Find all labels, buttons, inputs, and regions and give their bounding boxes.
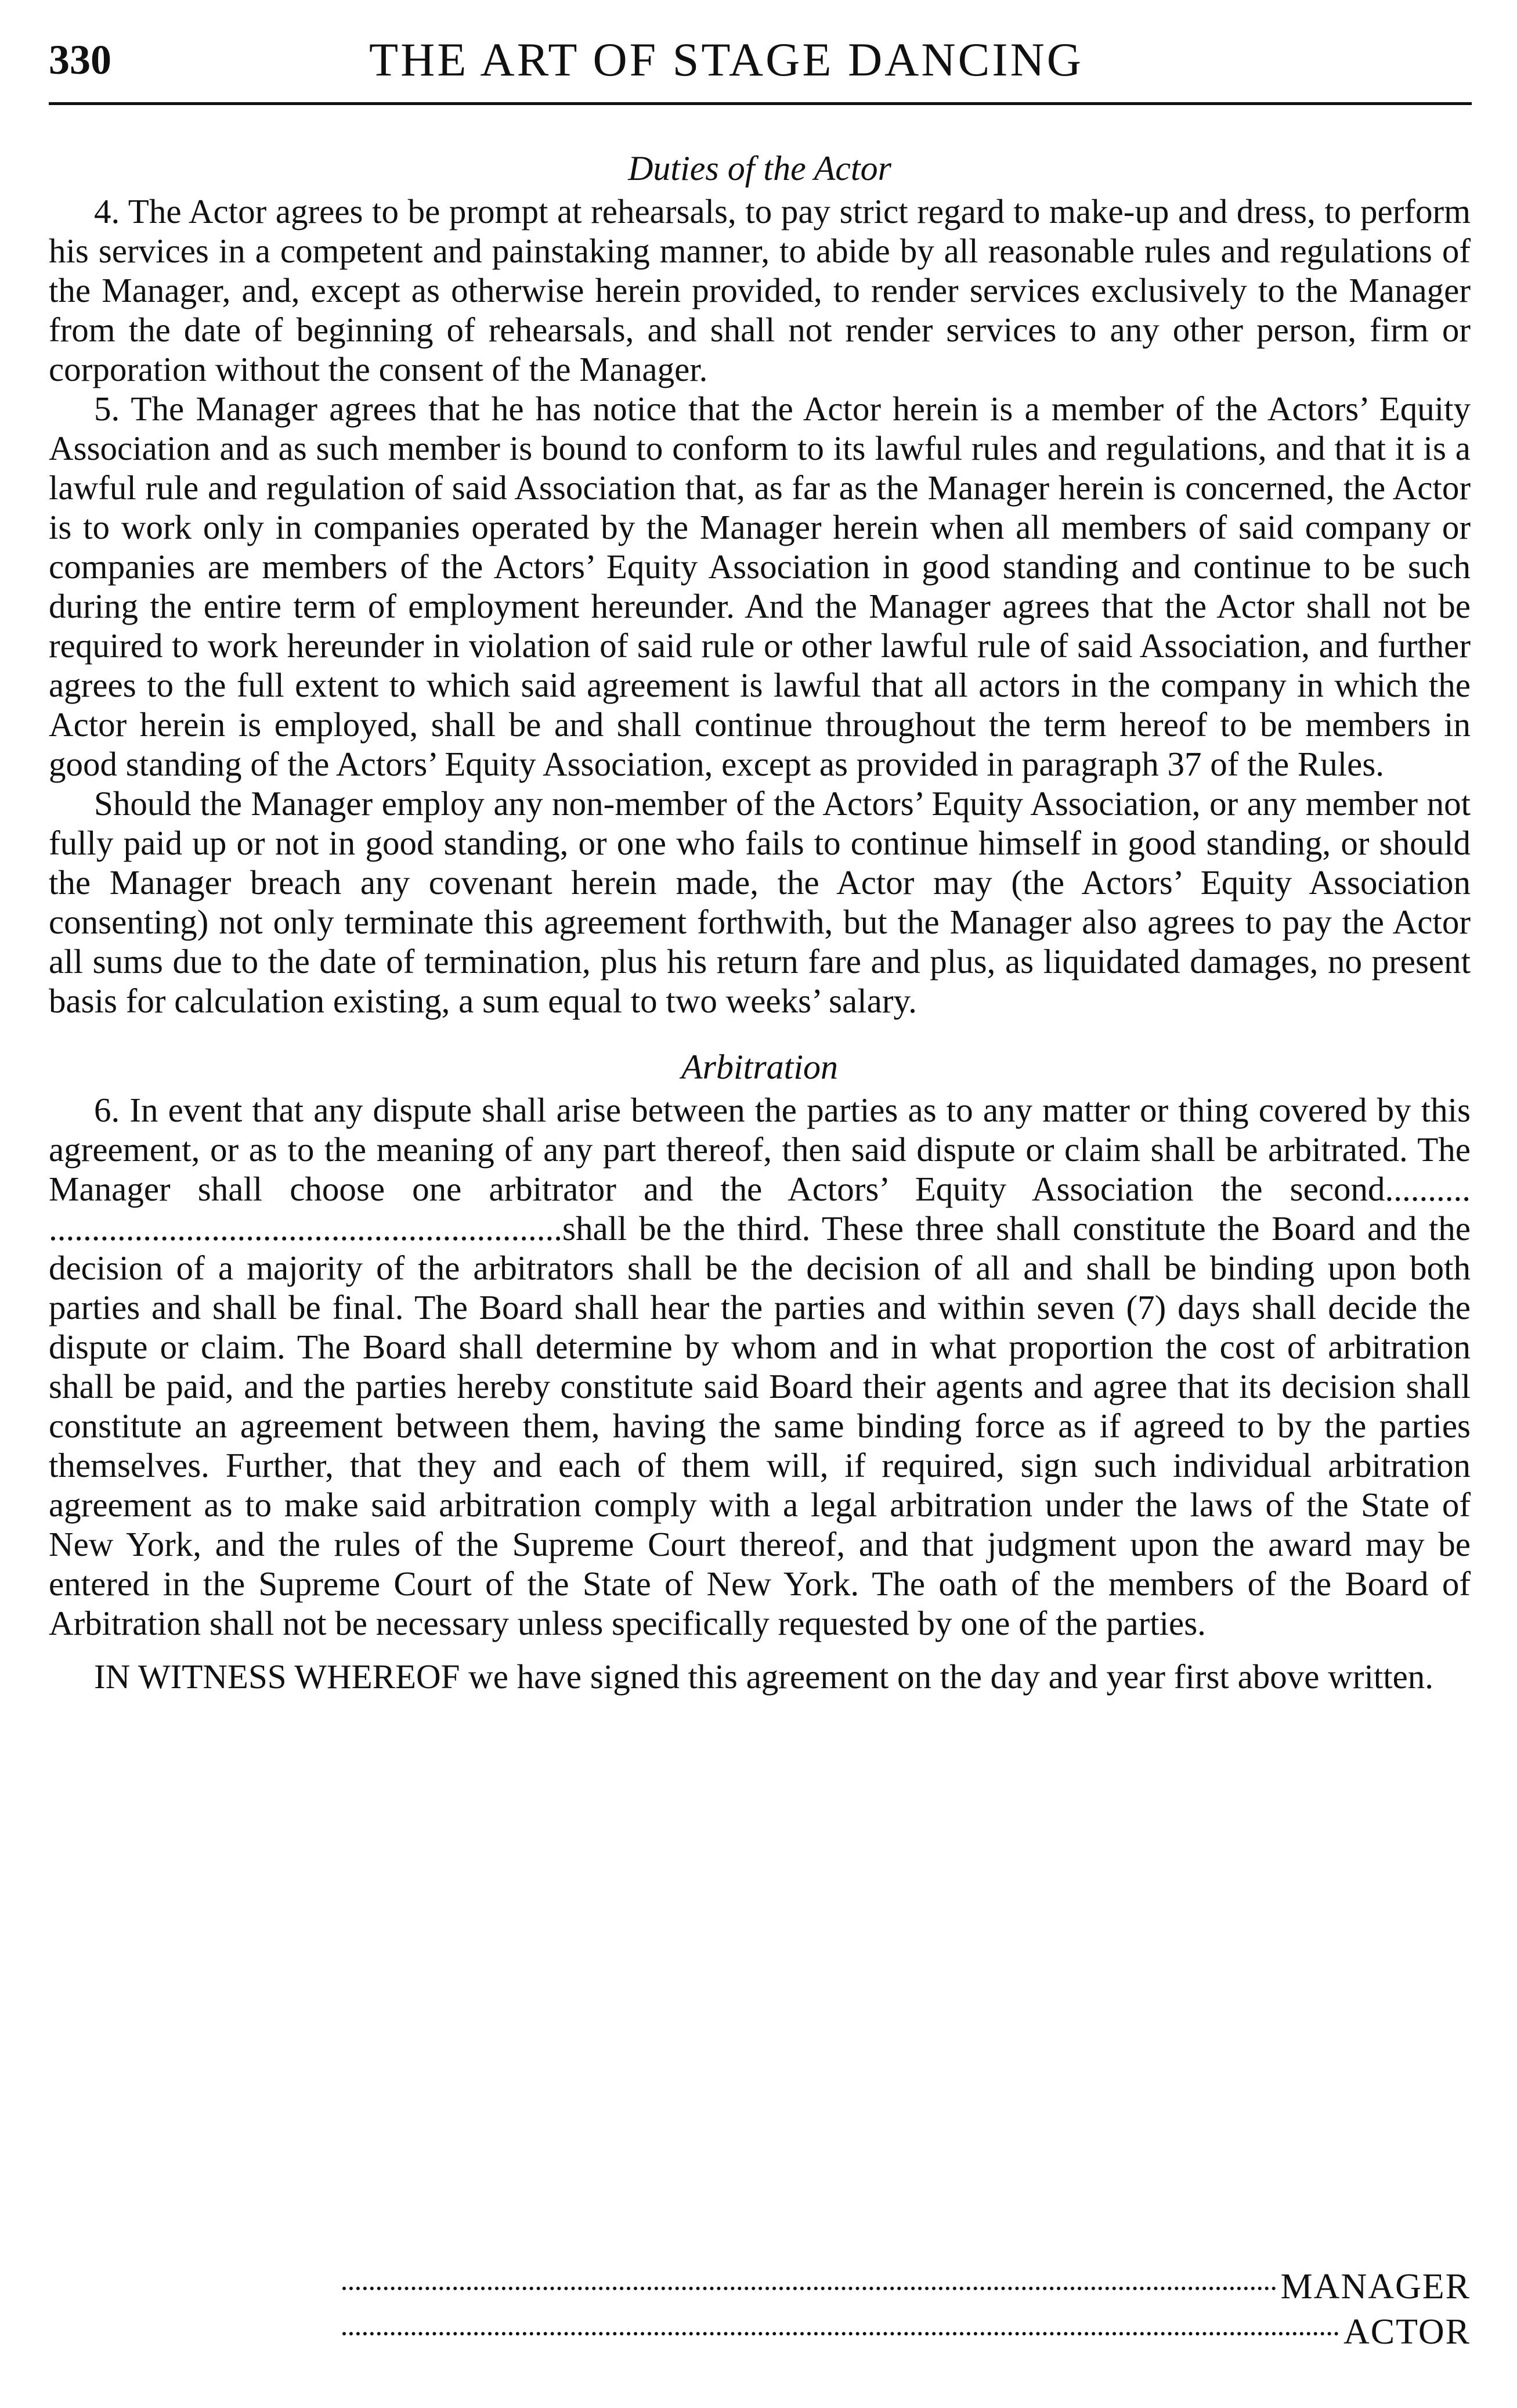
body-text [49, 145, 1471, 1696]
actor-dotted-line [342, 2332, 1339, 2335]
paragraph-4: 4. The Actor agrees to be prompt at rehearsals, to pay strict regard to make-up and dress, to perform his services in a competent and painstaking manner, to abide by all reasonable rules and regulations of the Manager, and, except as otherwise herein provided, to render services exclusively to the Manager from the date of beginning of rehearsals, and shall not render services to any other person, firm or corporation without the consent of the Manager. [49, 192, 1471, 388]
actor-label: ACTOR [1343, 2312, 1471, 2352]
manager-dotted-line [342, 2287, 1276, 2290]
paragraph-5-continued: Should the Manager employ any non-member of the Actors’ Equity Association, or any member not fully paid up or not in good standing, or one who fails to continue himself in good standing, or should the Manager breach any covenant herein made, the Actor may (the Actors’ Equity Association consenting) not only terminate this agreement forthwith, but the Manager also agrees to pay the Actor all sums due to the date of termination, plus his return fare and plus, as liquidated damages, no present basis for calculation existing, a sum equal to two weeks’ salary. [49, 784, 1471, 1020]
witness-paragraph: IN WITNESS WHEREOF we have signed this agreement on the day and year first above written. [94, 1657, 1434, 1696]
paragraph-6: 6. In event that any dispute shall arise between the parties as to any matter or thing covered by this agreement, or as to the meaning of any part thereof, then said dispute or claim shall be arbitrated. The Manager shall choose one arbitrator and the Actors’ Equity Association the second.......... ............................................................shall be the third. These three shall constitute the Board and the decision of a majority of the arbitrators shall be the decision of all and shall be binding upon both parties and shall be final. The Board shall hear the parties and within seven (7) days shall decide the dispute or claim. The Board shall determine by whom and in what proportion the cost of arbitration shall be paid, and the parties hereby constitute said Board their agents and agree that its decision shall constitute an agreement between them, having the same binding force as if agreed to by the parties themselves. Further, that they and each of them will, if required, sign such individual arbitration agreement as to make said arbitration comply with a legal arbitration under the laws of the State of New York, and the rules of the Supreme Court thereof, and that judgment upon the award may be entered in the Supreme Court of the State of New York. The oath of the members of the Board of Arbitration shall not be necessary unless specifically requested by one of the parties. [49, 1091, 1471, 1642]
header-rule [49, 102, 1472, 105]
actor-signature-line [342, 2309, 1471, 2355]
manager-label: MANAGER [1280, 2267, 1471, 2306]
arbitration-heading: Arbitration [681, 1048, 839, 1086]
page-header [49, 28, 1471, 92]
page-number: 330 [49, 37, 111, 83]
manager-signature-line [342, 2264, 1471, 2309]
signature-block [342, 2264, 1471, 2355]
paragraph-5: 5. The Manager agrees that he has notice that the Actor herein is a member of the Actors’ Equity Association and as such member is bound to conform to its lawful rules and regulations, and that it is a lawful rule and regulation of said Association that, as far as the Manager herein is concerned, the Actor is to work only in companies operated by the Manager herein when all members of said company or companies are members of the Actors’ Equity Association in good standing and continue to be such during the entire term of employment hereunder. And the Manager agrees that the Actor shall not be required to work hereunder in violation of said rule or other lawful rule of said Association, and further agrees to the full extent to which said agreement is lawful that all actors in the company in which the Actor herein is employed, shall be and shall continue throughout the term hereof to be members in good standing of the Actors’ Equity Association, except as provided in paragraph 37 of the Rules. [49, 390, 1471, 783]
running-title: THE ART OF STAGE DANCING [369, 33, 1084, 86]
duties-heading: Duties of the Actor [628, 149, 891, 188]
